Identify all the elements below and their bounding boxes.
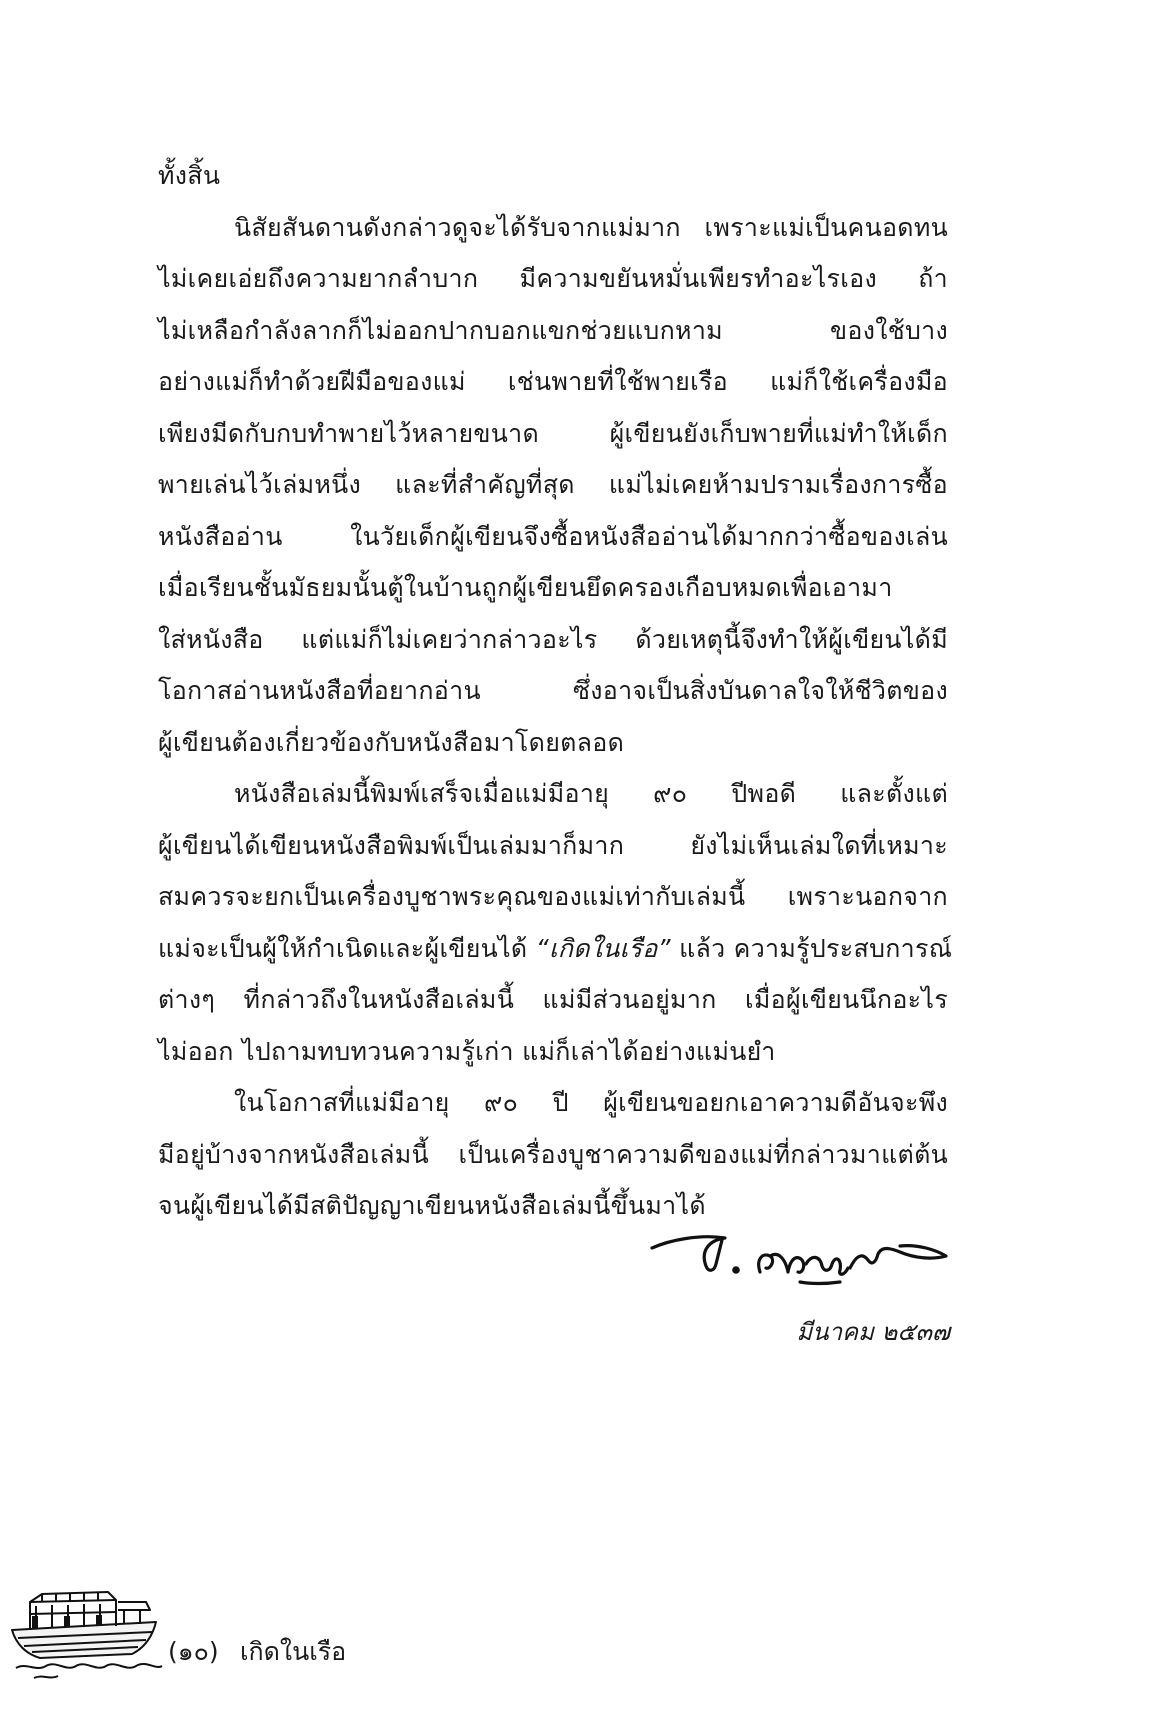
text-line: ทั้งสิ้น bbox=[158, 161, 221, 190]
page-footer bbox=[0, 1572, 420, 1692]
text-line: ไม่ออก ไปถามทบทวนความรู้เก่า แม่ก็เล่าได้อย่างแม่นยำ bbox=[158, 1036, 776, 1066]
text-line: เมื่อเรียนชั้นมัธยมนั้นตู้ในบ้านถูกผู้เขียนยึดครองเกือบหมดเพื่อเอามา bbox=[158, 573, 893, 602]
text-line: ผู้เขียนต้องเกี่ยวข้องกับหนังสือมาโดยตลอด bbox=[158, 727, 625, 757]
text-fragment: แล้ว ความรู้ประสบการณ์ bbox=[679, 933, 953, 963]
text-line: สมควรจะยกเป็นเครื่องบูชาพระคุณของแม่เท่ากับเล่มนี้ เพราะนอกจาก bbox=[158, 882, 948, 911]
text-line: ต่างๆ ที่กล่าวถึงในหนังสือเล่มนี้ แม่มีส่วนอยู่มาก เมื่อผู้เขียนนึกอะไร bbox=[158, 985, 948, 1014]
italic-book-title: “เกิดในเรือ” bbox=[535, 933, 671, 963]
text-line: นิสัยสันดานดังกล่าวดูจะได้รับจากแม่มาก เพราะแม่เป็นคนอดทน bbox=[234, 212, 948, 242]
text-line: มีอยู่บ้างจากหนังสือเล่มนี้ เป็นเครื่องบูชาความดีของแม่ที่กล่าวมาแต่ต้น bbox=[158, 1139, 948, 1169]
text-line: ในโอกาสที่แม่มีอายุ ๙๐ ปี ผู้เขียนขอยกเอาความดีอันจะพึง bbox=[234, 1088, 948, 1117]
text-line: ใส่หนังสือ แต่แม่ก็ไม่เคยว่ากล่าวอะไร ด้วยเหตุนี้จึงทำให้ผู้เขียนได้มี bbox=[158, 624, 948, 654]
date-line: มีนาคม ๒๕๓๗ bbox=[796, 1318, 950, 1346]
text-fragment: แม่จะเป็นผู้ให้กำเนิดและผู้เขียนได้ bbox=[158, 933, 528, 963]
text-line: หนังสืออ่าน ในวัยเด็กผู้เขียนจึงซื้อหนังสืออ่านได้มากกว่าซื้อของเล่น bbox=[158, 521, 948, 551]
text-line: โอกาสอ่านหนังสือที่อยากอ่าน ซึ่งอาจเป็นสิ่งบันดาลใจให้ชีวิตของ bbox=[158, 676, 948, 705]
text-line: เพียงมีดกับกบทำพายไว้หลายขนาด ผู้เขียนยังเก็บพายที่แม่ทำให้เด็ก bbox=[158, 418, 948, 448]
text-line: ไม่เคยเอ่ยถึงความยากลำบาก มีความขยันหมั่นเพียรทำอะไรเอง ถ้า bbox=[158, 264, 948, 293]
footer-book-title: เกิดในเรือ bbox=[240, 1637, 347, 1666]
text-line: หนังสือเล่มนี้พิมพ์เสร็จเมื่อแม่มีอายุ ๙๐ ปีพอดี และตั้งแต่ bbox=[234, 779, 948, 808]
text-line-mixed bbox=[158, 923, 953, 975]
text-line: ไม่เหลือกำลังลากก็ไม่ออกปากบอกแขกช่วยแบกหาม ของใช้บาง bbox=[158, 315, 948, 345]
page-number: (๑๐) bbox=[168, 1637, 219, 1666]
boat-icon bbox=[6, 1572, 166, 1684]
body-text bbox=[158, 150, 953, 1232]
text-line: อย่างแม่ก็ทำด้วยฝีมือของแม่ เช่นพายที่ใช้พายเรือ แม่ก็ใช้เครื่องมือ bbox=[158, 367, 948, 396]
text-line: จนผู้เขียนได้มีสติปัญญาเขียนหนังสือเล่มนี้ขึ้นมาได้ bbox=[158, 1191, 706, 1220]
signature-image bbox=[650, 1220, 950, 1295]
text-line: พายเล่นไว้เล่มหนึ่ง และที่สำคัญที่สุด แม่ไม่เคยห้ามปรามเรื่องการซื้อ bbox=[158, 470, 948, 499]
text-line: ผู้เขียนได้เขียนหนังสือพิมพ์เป็นเล่มมาก็มาก ยังไม่เห็นเล่มใดที่เหมาะ bbox=[158, 830, 948, 860]
